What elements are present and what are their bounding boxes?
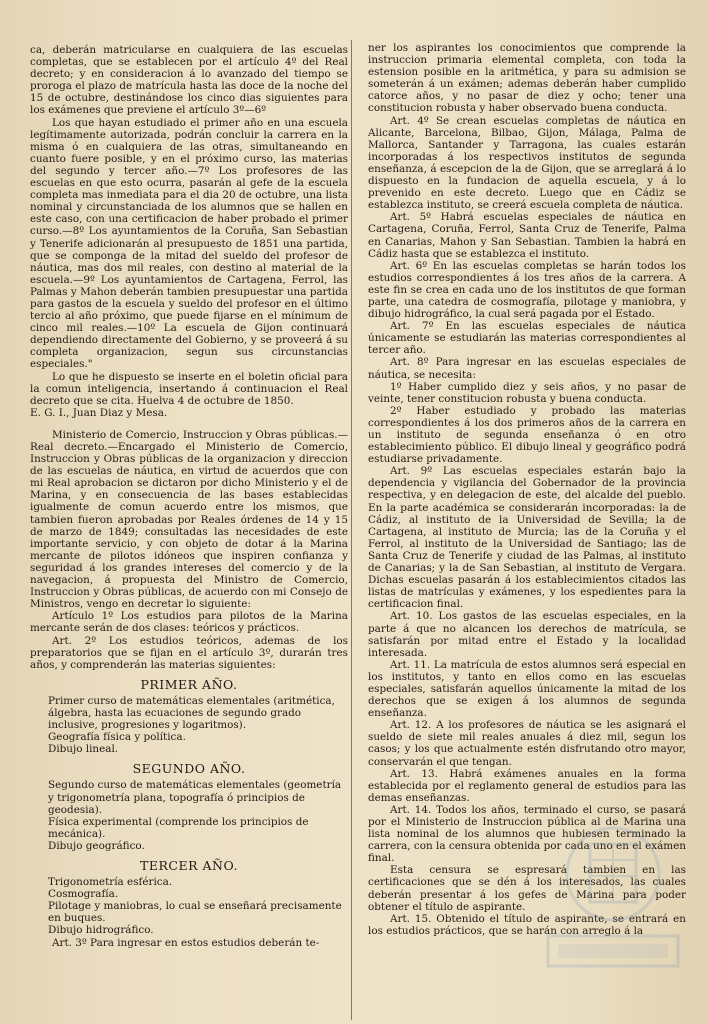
subject-item: Geografía física y política.	[48, 731, 186, 744]
paragraph: ner los aspirantes los conocimientos que comprende la instruccion primaria elemental completa, con toda la estension posible en la aritmética, y para su admision se someterán á un exámen; ademas deberán haber cumplido catorce años, y no pasar de diez y ocho; tener una constitucion robusta y haber observado buena conducta.	[368, 42, 686, 115]
subject-item: Pilotage y maniobras, lo cual se enseñará precisamente en buques.	[48, 900, 342, 925]
signature-line: E. G. I., Juan Diaz y Mesa.	[30, 406, 168, 419]
paragraph: Art. 10. Los gastos de las escuelas especiales, en la parte á que no alcancen los derechos de matrícula, se satisfarán por mitad entre el Estado y la localidad interesada.	[368, 610, 686, 659]
paragraph: Art. 11. La matrícula de estos alumnos será especial en los institutos, y tanto en ellos como en las escuelas especiales, satisfarán aquellos únicamente la mitad de los derechos que se exigen á los alumnos de segunda enseñanza.	[368, 658, 686, 720]
right-column	[368, 42, 686, 937]
paragraph: Art. 7º En las escuelas especiales de náutica únicamente se estudiarán las materias correspondientes al tercer año.	[368, 320, 686, 357]
subject-item: Primer curso de matemáticas elementales (aritmética, álgebra, hasta las ecuaciones de segundo grado inclusive, progresiones y logaritmos).	[48, 694, 335, 732]
paragraph: Ministerio de Comercio, Instruccion y Obras públicas.—Real decreto.—Encargado el Ministerio de Comercio, Instruccion y Obras públicas de la organizacion y direccion de las escuelas de náutica, en virtud de acuerdos que con mi Real aprobacion se dictaron por dicho Ministerio y el de Marina, y en consecuencia de las bases establecidas igualmente de comun acuerdo entre los mismos, que tambien fueron aprobadas por Reales órdenes de 14 y 15 de marzo de 1849; consultadas las necesidades de este importante servicio, y con objeto de dotar á la Marina mercante de pilotos idóneos que inspiren confianza y seguridad á los grandes intereses del comercio y de la navegacion, á propuesta del Ministro de Comercio, Instruccion y Obras públicas, de acuerdo con mi Consejo de Ministros, vengo en decretar lo siguiente:	[30, 428, 348, 611]
paragraph: Art. 6º En las escuelas completas se harán todos los estudios correspondientes á los tres años de la carrera. A este fin se crea en cada uno de los institutos de que forman parte, una catedra de cosmografía, pilotage y maniobra, y dibujo hidrográfico, la cual será pagada por el Estado.	[368, 259, 686, 321]
subject-item: Dibujo hidrográfico.	[48, 924, 154, 937]
paragraph: ca, deberán matricularse en cualquiera de las escuelas completas, que se establecen por el artículo 4º del Real decreto; y en consideracion á lo avanzado del tiempo se proroga el plazo de matrícula hasta las doce de la noche del 15 de octubre, destinándose los cinco dias siguientes para los exámenes que previene el artículo 3º—6º	[30, 44, 348, 117]
paragraph: Art. 2º Los estudios teóricos, ademas de los preparatorios que se fijan en el artículo 3º, durarán tres años, y comprenderán las materias siguientes:	[30, 634, 348, 671]
subject-item: Cosmografía.	[48, 888, 119, 901]
paragraph: Art. 8º Para ingresar en las escuelas especiales de náutica, se necesita:	[368, 356, 686, 381]
library-stamp-watermark	[538, 804, 688, 1004]
subject-item: Física experimental (comprende los principios de mecánica).	[48, 815, 309, 840]
paragraph: Art. 14. Todos los años, terminado el curso, se pasará por el Ministerio de Instruccion pública al de Marina una lista nominal de los alumnos que hubiesen terminado la carrera, con la censura obtenida por cada uno en el exámen final.	[368, 803, 686, 865]
paragraph: Art. 3º Para ingresar en estos estudios deberán te-	[52, 936, 320, 949]
column-divider	[351, 40, 352, 1020]
section-heading: PRIMER AÑO.	[140, 676, 238, 692]
paragraph: 2º Haber estudiado y probado las materias correspondientes á los dos primeros años de la carrera en un instituto de segunda enseñanza ó en otro establecimiento público. El dibujo lineal y geográfico podrá estudiarse privadamente.	[368, 404, 686, 466]
paragraph: Esta censura se espresará tambien en las certificaciones que se dén á los interesados, las cuales deberán presentar á los gefes de Marina para poder obtener el título de aspirante.	[368, 864, 686, 913]
section-heading: TERCER AÑO.	[140, 858, 238, 873]
paragraph: Lo que he dispuesto se inserte en el boletin oficial para la comun inteligencia, insertando á continuacion el Real decreto que se cita. Huelva 4 de octubre de 1850.	[30, 370, 348, 407]
subject-item: Dibujo lineal.	[48, 743, 119, 756]
subject-item: Trigonometría esférica.	[48, 876, 173, 889]
paragraph: Art. 5º Habrá escuelas especiales de náutica en Cartagena, Coruña, Ferrol, Santa Cruz de Tenerife, Palma en Canarias, Mahon y San Sebastian. Tambien la habrá en Cádiz hasta que se establezca el instituto.	[368, 211, 686, 260]
paragraph: Art. 9º Las escuelas especiales estarán bajo la dependencia y vigilancia del Gobernador de la provincia respectiva, y en delegacion de este, del alcalde del pueblo. En la parte académica se considerarán incorporadas: la de Cádiz, al instituto de la Universidad de Sevilla; la de Cartagena, al instituto de Murcia; las de la Coruña y el Ferrol, al instituto de la Universidad de Santiago; las de Santa Cruz de Tenerife y ciudad de las Palmas, al instituto de Canarias; y la de San Sebastian, al instituto de Vergara. Dichas escuelas pasarán á los establecimientos citados las listas de matrículas y exámenes, y los espedientes para la certificacion final.	[368, 465, 686, 611]
paragraph: Art. 15. Obtenido el título de aspirante, se entrará en los estudios prácticos, que se harán con arreglo á la	[368, 912, 686, 937]
subject-item: Dibujo geográfico.	[48, 839, 145, 852]
left-column	[30, 44, 348, 949]
paragraph: Art. 4º Se crean escuelas completas de náutica en Alicante, Barcelona, Bilbao, Gijon, Málaga, Palma de Mallorca, Santander y Tarragona, las cuales estarán incorporadas á los respectivos institutos de segunda enseñanza, á escepcion de la de Gijon, que se arreglará á lo dispuesto en la fundacion de aquella escuela, y á lo prevenido en este decreto. Luego que en Cádiz se establezca instituto, se creerá escuela completa de náutica.	[368, 114, 686, 212]
subject-item: Segundo curso de matemáticas elementales (geometría y trigonometría plana, topografía ó principios de geodesia).	[48, 779, 342, 816]
paragraph: Los que hayan estudiado el primer año en una escuela legítimamente autorizada, podrán concluir la carrera en la misma ó en cualquiera de las otras, simultaneando en cuanto fuere posible, y en el próximo curso, las materias del segundo y tercer año.—7º Los profesores de las escuelas en que esto ocurra, pasarán al gefe de la escuela completa mas inmediata para el dia 20 de octubre, una lista nominal y circunstanciada de los alumnos que se hallen en este caso, con una certificacion de haber probado el primer curso.—8º Los ayuntamientos de la Coruña, San Sebastian y Tenerife adicionarán al presupuesto de 1851 una partida, que se componga de la mitad del sueldo del profesor de náutica, mas dos mil reales, con destino al material de la escuela.—9º Los ayuntamientos de Cartagena, Ferrol, las Palmas y Mahon deberán tambien presupuestar una partida para gastos de la escuela y sueldo del profesor en el último tercio al año próximo, que puede fijarse en el mínimum de cinco mil reales.—10º La escuela de Gijon continuará dependiendo directamente del Gobierno, y se proveerá á su completa organizacion, segun sus circunstancias especiales."	[30, 116, 348, 371]
paragraph: Artículo 1º Los estudios para pilotos de la Marina mercante serán de dos clases: teóricos y prácticos.	[30, 610, 348, 635]
paragraph: Art. 12. A los profesores de náutica se les asignará el sueldo de siete mil reales anuales á diez mil, segun los casos; y los que actualmente estén disfrutando otro mayor, conservarán el que tengan.	[368, 719, 686, 768]
paragraph: Art. 13. Habrá exámenes anuales en la forma establecida por el reglamento general de estudios para las demas enseñanzas.	[368, 767, 686, 804]
section-heading: SEGUNDO AÑO.	[132, 761, 246, 777]
paragraph: 1º Haber cumplido diez y seis años, y no pasar de veinte, tener constitucion robusta y buena conducta.	[368, 380, 686, 405]
